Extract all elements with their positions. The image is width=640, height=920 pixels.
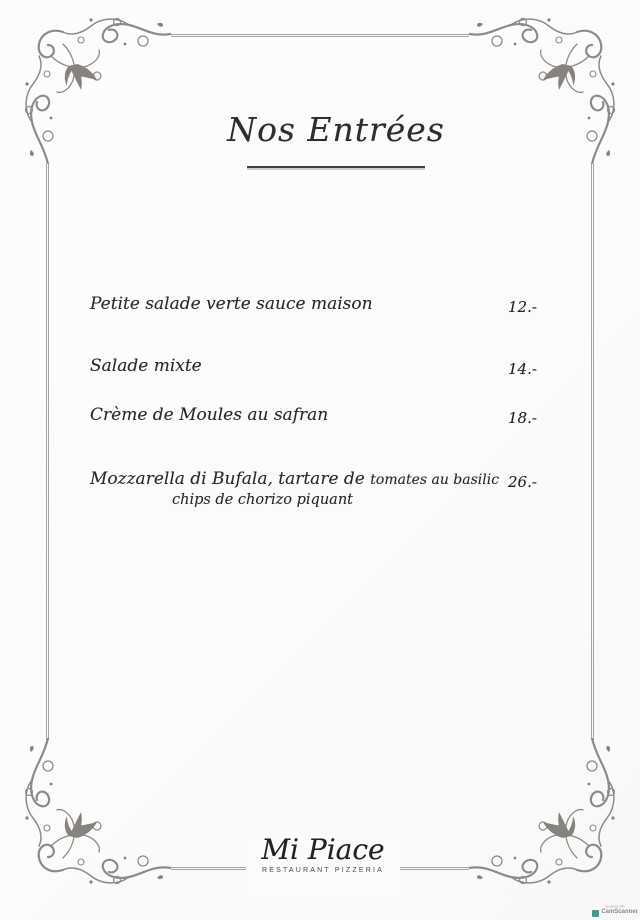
- flourish-corner-top-left-icon: [21, 14, 171, 164]
- flourish-corner-bottom-left-icon: [21, 738, 171, 888]
- frame-border-top: [171, 34, 469, 37]
- page-title: Nos Entrées: [227, 110, 445, 149]
- brand-subtitle: RESTAURANT PIZZERIA: [261, 867, 385, 875]
- watermark-brand: CamScanner: [601, 909, 638, 916]
- watermark-text: Scanned with: [605, 904, 625, 909]
- menu-item-name: Crème de Moules au safran: [90, 405, 329, 425]
- menu-item-name: Petite salade verte sauce maison: [90, 294, 373, 314]
- camscanner-logo-icon: [592, 910, 599, 917]
- flourish-corner-bottom-right-icon: [469, 738, 619, 888]
- menu-item-name-detail: tomates au basilic: [370, 472, 500, 488]
- menu-item-price: 26.-: [508, 473, 537, 491]
- brand-name: Mi Piace: [261, 833, 385, 866]
- frame-border-left: [46, 164, 49, 740]
- menu-item-price: 14.-: [508, 360, 537, 378]
- menu-item-price: 18.-: [508, 409, 537, 427]
- frame-border-right: [591, 164, 594, 740]
- title-underline: [247, 166, 425, 168]
- menu-item-name: Mozzarella di Bufala, tartare de tomates au basilic: [90, 469, 500, 489]
- menu-item-note: chips de chorizo piquant: [172, 492, 353, 508]
- brand-logo: [246, 834, 400, 896]
- camscanner-watermark: [592, 904, 638, 917]
- flourish-corner-top-right-icon: [469, 14, 619, 164]
- menu-item-name: Salade mixte: [90, 356, 202, 376]
- menu-item-price: 12.-: [508, 298, 537, 316]
